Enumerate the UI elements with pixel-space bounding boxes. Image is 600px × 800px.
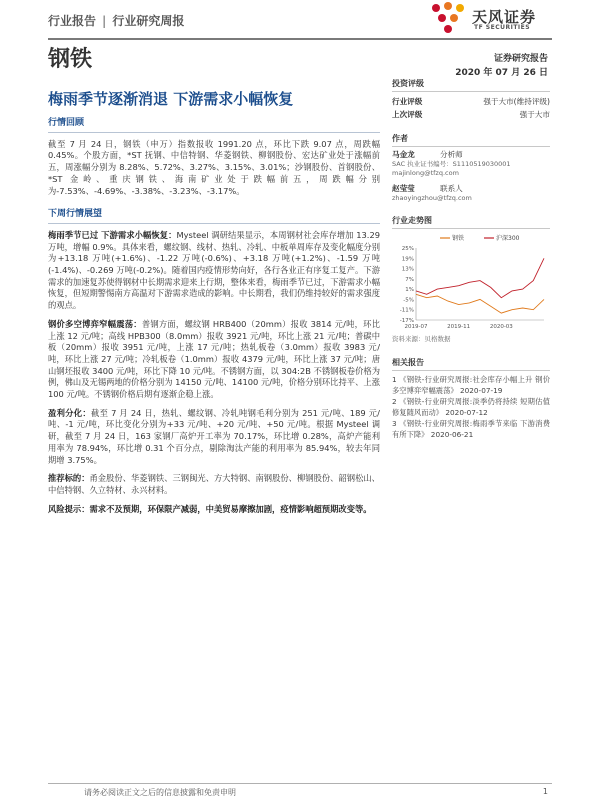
report-type: 证券研究报告 (493, 54, 548, 64)
paragraph-text: 甬金股份、华菱钢铁、三钢闽光、方大特钢、南钢股份、柳钢股份、韶钢松山、中信特钢、久立特材、永兴材料。 (48, 473, 380, 495)
header-separator: | (102, 14, 107, 28)
author-email[interactable]: zhaoyingzhou@tfzq.com (392, 194, 472, 202)
y-tick-label: -17% (399, 318, 414, 324)
main-column (48, 118, 380, 522)
author-role: 分析师 (440, 150, 463, 159)
y-tick-label: 1% (405, 287, 414, 294)
trend-chart-svg (392, 232, 550, 332)
prev-rating-row (392, 108, 550, 121)
industry-name: 钢铁 (48, 47, 93, 72)
report-header (48, 12, 184, 29)
logo-text-cn: 天风证券 (472, 8, 537, 26)
y-tick-label: 7% (405, 276, 414, 283)
paragraph (48, 139, 380, 198)
tf-securities-logo (428, 2, 548, 38)
report-subcategory: 行业研究周报 (112, 14, 185, 28)
author-name: 马金龙 (392, 150, 415, 159)
footer-rule (48, 783, 552, 784)
report-title: 梅雨季节逐渐消退 下游需求小幅恢复 (48, 90, 294, 108)
header-rule (48, 38, 552, 40)
author-row (392, 184, 550, 194)
rating-heading: 投资评级 (392, 78, 550, 92)
author-cert: SAC 执业证书编号：S1110519030001 (392, 160, 511, 168)
y-tick-label: 13% (401, 266, 414, 273)
paragraph-text: 截至 7 月 24 日，钢铁（申万）指数报收 1991.20 点，环比下跌 9.07 点，周跌幅 0.45%。个股方面，*ST 抚钢、中信特钢、华菱钢铁、柳钢股份、宏达矿业处于涨幅前五，周涨幅分别为 8.28%、5.72%、3.27%、3.15%、3.01%；沙钢股份、首钢股份、*ST 金岭、重庆钢铁、海南矿业处于跌幅前五，周跌幅分别为-7.53%、-4.69%、-3.38%、-3.23%、-3.17%。 (48, 138, 380, 196)
page-number: 1 (542, 787, 548, 796)
sidebar (392, 78, 550, 440)
x-tick-label: 2019-07 (404, 324, 428, 330)
industry-trend-chart (392, 232, 550, 332)
prev-rating-value: 强于大市 (519, 110, 550, 119)
paragraph-lead: 梅雨季节已过 下游需求小幅恢复： (48, 229, 177, 240)
y-tick-label: -5% (403, 297, 414, 304)
paragraph (48, 473, 380, 496)
x-tick-label: 2019-11 (447, 324, 471, 330)
chart-heading: 行业走势图 (392, 215, 550, 229)
paragraph-lead: 盈利分化： (48, 407, 91, 418)
section-heading: 行情回顾 (48, 118, 380, 133)
report-date: 2020 年 07 月 26 日 (455, 68, 548, 78)
industry-rating-label: 行业评级 (392, 97, 423, 106)
chart-source: 资料来源：贝格数据 (392, 335, 451, 343)
series-line-steel (416, 294, 544, 313)
author-email[interactable]: majinlong@tfzq.com (392, 169, 459, 177)
paragraph-lead: 推荐标的： (48, 473, 90, 484)
related-heading: 相关报告 (392, 357, 550, 371)
logo-mark-icon (428, 2, 468, 36)
logo-text-en: TF SECURITIES (474, 24, 531, 31)
series-line-hs300 (416, 258, 544, 297)
author-row (392, 150, 550, 160)
author-name: 赵莹莹 (392, 184, 415, 193)
paragraph-lead: 风险提示：需求不及预期，环保限产减弱，中美贸易摩擦加剧，疫情影响超预期改变等。 (48, 503, 372, 514)
paragraph-lead: 钢价多空博弈窄幅震荡： (48, 318, 142, 329)
paragraph-text: 普钢方面，螺纹钢 HRB400（20mm）报收 3814 元/吨，环比上涨 12 元/吨；高线 HPB300（8.0mm）报收 3921 元/吨，环比上涨 21 元/吨；普碳中板（20mm）报收 3951 元/吨，上涨 17 元/吨；热轧板卷（3.0mm）报收 3983 元/吨，环比上涨 27 元/吨；冷轧板卷（1.0mm）报收 4379 元/吨，环比上涨 37 元/吨；唐山钢坯报收 3400 元/吨，环比下降 10 元/吨。不锈钢方面，以 304:2B 不锈钢板卷价格为例，佛山及无锡两地的价格分别为 14150 元/吨、14100 元/吨，价格分别环比持平、上涨 100 元/吨。不锈钢价格后期有逐渐企稳上涨。 (48, 318, 380, 400)
y-tick-label: 19% (401, 256, 414, 263)
paragraph (48, 319, 380, 401)
related-report-item[interactable]: 2 《钢铁-行业研究周报:淡季仍将持续 短期估值修复随风而动》 2020-07-12 (392, 397, 550, 417)
related-report-item[interactable]: 3 《钢铁-行业研究周报:梅雨季节来临 下游消费有所下降》 2020-06-21 (392, 419, 550, 439)
legend-label: 沪深300 (496, 235, 520, 242)
report-category: 行业报告 (48, 14, 97, 28)
footer-disclaimer: 请务必阅读正文之后的信息披露和免责申明 (84, 788, 236, 797)
section-heading: 下周行情展望 (48, 209, 380, 224)
paragraph-text: Mysteel 调研结果显示，本周钢材社会库存增加 13.29 万吨，增幅 0.9%。具体来看，螺纹钢、线材、热轧、冷轧、中板单周库存及变化幅度分别为+13.18 万吨(+1.6%)、-1.22 万吨(-0.6%)、+3.18 万吨(+1.2%)、-1.59 万吨(-1.4%)、-0.269 万吨(-0.2%)。随着国内疫情形势向好，各行各业正有序复工复产。下游需求的加速复苏使得钢材中长期需求迎来上行期，整体来看，梅雨季节已过，下游需求小幅恢复，但短期警惕南方高温对下游需求造成的影响。中长期看，我们仍维持较好的需求强度的观点。 (48, 229, 381, 311)
y-tick-label: -11% (399, 307, 414, 314)
legend-label: 钢铁 (452, 235, 465, 242)
paragraph (48, 230, 380, 312)
paragraph-text: 截至 7 月 24 日，热轧、螺纹钢、冷轧吨钢毛利分别为 251 元/吨、189 元/吨、-1 元/吨，环比变化分别为+33 元/吨、+20 元/吨、+50 元/吨。根据 Mysteel 调研，截至 7 月 24 日，163 家钢厂高炉开工率为 70.17%，环比增 0.28%，高炉产能利用率为 78.94%，环比增 0.31 个百分点，剔除淘汰产能的利用率为 85.94%，较去年同期增 3.75%。 (48, 407, 380, 465)
prev-rating-label: 上次评级 (392, 110, 423, 119)
risk-warning (48, 504, 380, 516)
y-tick-label: 25% (401, 246, 414, 252)
paragraph (48, 408, 380, 467)
related-report-item[interactable]: 1 《钢铁-行业研究周报:社会库存小幅上升 钢价多空博弈窄幅震荡》 2020-07-19 (392, 375, 550, 395)
author-role: 联系人 (440, 184, 463, 193)
authors-heading: 作者 (392, 133, 550, 147)
x-tick-label: 2020-03 (489, 324, 513, 330)
industry-rating-row (392, 95, 550, 108)
industry-rating-value: 强于大市(维持评级) (483, 97, 550, 106)
